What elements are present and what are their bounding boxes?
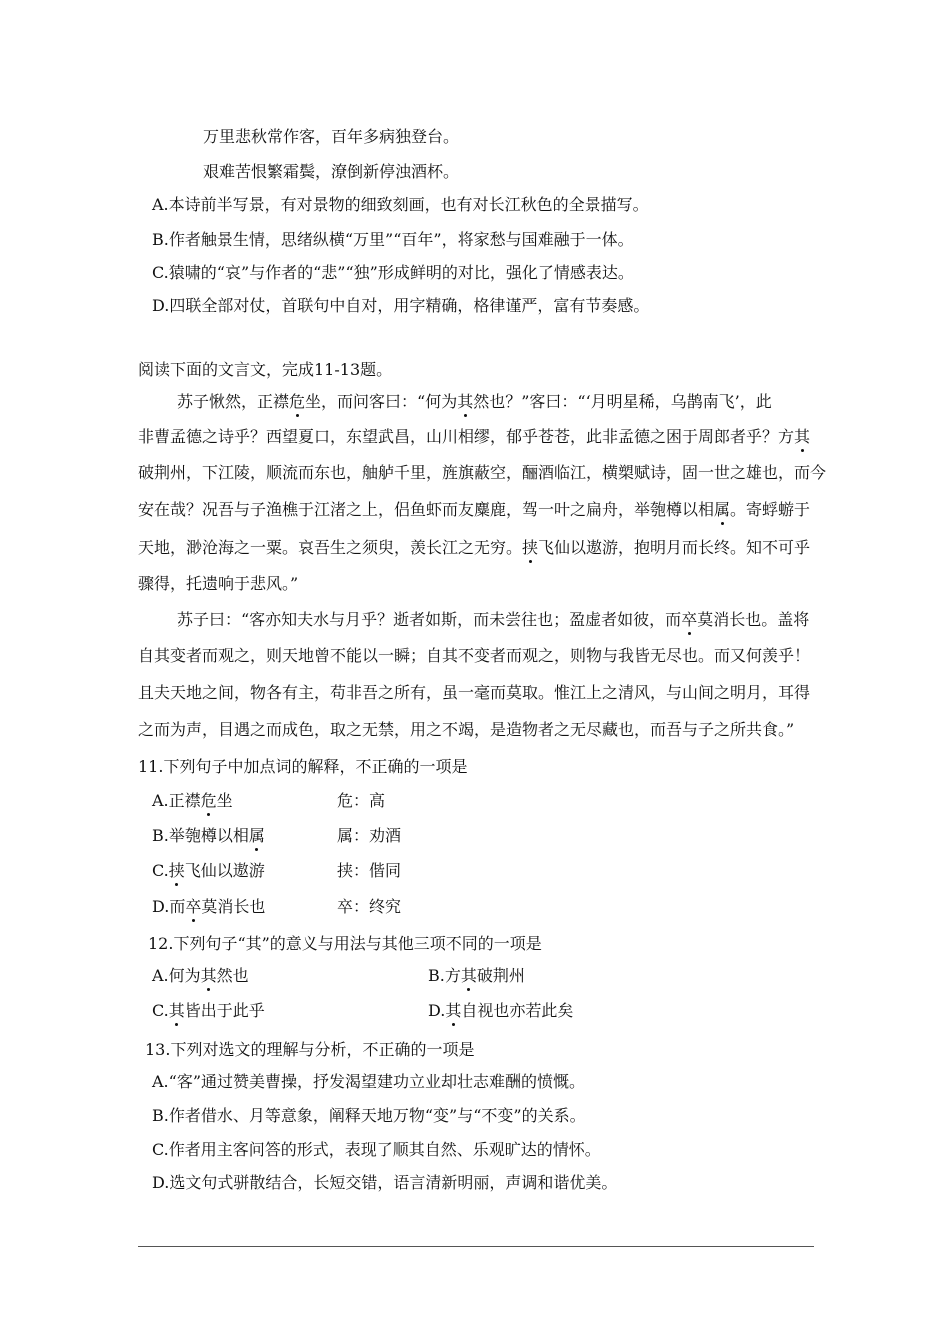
emphasis-dot-char: 其 (457, 392, 474, 411)
q13-stem: 13.下列对选文的理解与分析，不正确的一项是 (145, 1040, 475, 1059)
q11-option-b: B.举匏樽以相属 (152, 826, 265, 845)
passage-line: 苏子愀然，正襟危坐，而问客曰：“何为其然也？”客曰：“‘月明星稀，乌鹊南飞’，此 (177, 392, 772, 411)
emphasis-dot-char: 其 (794, 427, 811, 446)
passage-line: 自其变者而观之，则天地曾不能以一瞬；自其不变者而观之，则物与我皆无尽也。而又何羡乎！ (138, 646, 811, 665)
q10-option-a: A.本诗前半写景，有对景物的细致刻画，也有对长江秋色的全景描写。 (152, 195, 649, 214)
emphasis-dot-char: 其 (460, 966, 477, 985)
passage-line: 非曹孟德之诗乎？西望夏口，东望武昌，山川相缪，郁乎苍苍，此非孟德之困于周郎者乎？方其 (138, 427, 811, 446)
passage-line: 骤得，托遗响于悲风。” (138, 574, 299, 593)
q11-option-d: D.而卒莫消长也 (152, 897, 266, 916)
passage-line: 安在哉？况吾与子渔樵于江渚之上，侣鱼虾而友麋鹿，驾一叶之扁舟，举匏樽以相属。寄蜉蝣于 (138, 500, 811, 519)
emphasis-dot-char: 卒 (185, 897, 202, 916)
q12-option-a: A.何为其然也 (152, 966, 249, 985)
poem-line-1: 万里悲秋常作客，百年多病独登台。 (203, 127, 460, 146)
q11-gloss-c: 挟：偕同 (337, 861, 402, 880)
emphasis-dot-char: 卒 (681, 610, 698, 629)
q12-option-d: D.其自视也亦若此矣 (428, 1001, 574, 1020)
passage-line: 之而为声，目遇之而成色，取之无禁，用之不竭，是造物者之无尽藏也，而吾与子之所共食。” (138, 720, 795, 739)
q11-gloss-a: 危：高 (337, 791, 386, 810)
passage-line: 破荆州，下江陵，顺流而东也，舳舻千里，旌旗蔽空，酾酒临江，横槊赋诗，固一世之雄也，而今 (138, 463, 827, 482)
emphasis-dot-char: 危 (200, 791, 217, 810)
emphasis-dot-char: 挟 (522, 538, 539, 557)
emphasis-dot-char: 挟 (168, 861, 185, 880)
q11-option-c: C.挟飞仙以遨游 (152, 861, 265, 880)
q10-option-d: D.四联全部对仗，首联句中自对，用字精确，格律谨严，富有节奏感。 (152, 296, 650, 315)
q13-option-c: C.作者用主客问答的形式，表现了顺其自然、乐观旷达的情怀。 (152, 1140, 601, 1159)
q13-option-b: B.作者借水、月等意象，阐释天地万物“变”与“不变”的关系。 (152, 1106, 586, 1125)
emphasis-dot-char: 危 (289, 392, 306, 411)
q12-stem: 12.下列句子“其”的意义与用法与其他三项不同的一项是 (148, 934, 542, 953)
reading-intro: 阅读下面的文言文，完成11-13题。 (138, 360, 393, 379)
emphasis-dot-char: 属 (714, 500, 731, 519)
poem-line-2: 艰难苦恨繁霜鬓，潦倒新停浊酒杯。 (203, 162, 460, 181)
emphasis-dot-char: 属 (248, 826, 265, 845)
q12-option-c: C.其皆出于此乎 (152, 1001, 265, 1020)
page-bottom-rule (138, 1246, 814, 1247)
q11-gloss-b: 属：劝酒 (337, 826, 402, 845)
passage-line: 且夫天地之间，物各有主，苟非吾之所有，虽一毫而莫取。惟江上之清风，与山间之明月，耳得 (138, 683, 811, 702)
emphasis-dot-char: 其 (445, 1001, 462, 1020)
passage-line: 天地，渺沧海之一粟。哀吾生之须臾，羡长江之无穷。挟飞仙以遨游，抱明月而长终。知不可乎 (138, 538, 811, 557)
q13-option-a: A.“客”通过赞美曹操，抒发渴望建功立业却壮志难酬的愤慨。 (152, 1072, 586, 1091)
emphasis-dot-char: 其 (168, 1001, 185, 1020)
emphasis-dot-char: 其 (200, 966, 217, 985)
q10-option-c: C.猿啸的“哀”与作者的“悲”“独”形成鲜明的对比，强化了情感表达。 (152, 263, 634, 282)
q10-option-b: B.作者触景生情，思绪纵横“万里”“百年”，将家愁与国难融于一体。 (152, 230, 634, 249)
passage-line: 苏子曰：“客亦知夫水与月乎？逝者如斯，而未尝往也；盈虚者如彼，而卒莫消长也。盖将 (177, 610, 810, 629)
q12-option-b: B.方其破荆州 (428, 966, 525, 985)
q13-option-d: D.选文句式骈散结合，长短交错，语言清新明丽，声调和谐优美。 (152, 1173, 618, 1192)
q11-gloss-d: 卒：终究 (337, 897, 402, 916)
q11-stem: 11.下列句子中加点词的解释，不正确的一项是 (138, 757, 468, 776)
q11-option-a: A.正襟危坐 (152, 791, 233, 810)
